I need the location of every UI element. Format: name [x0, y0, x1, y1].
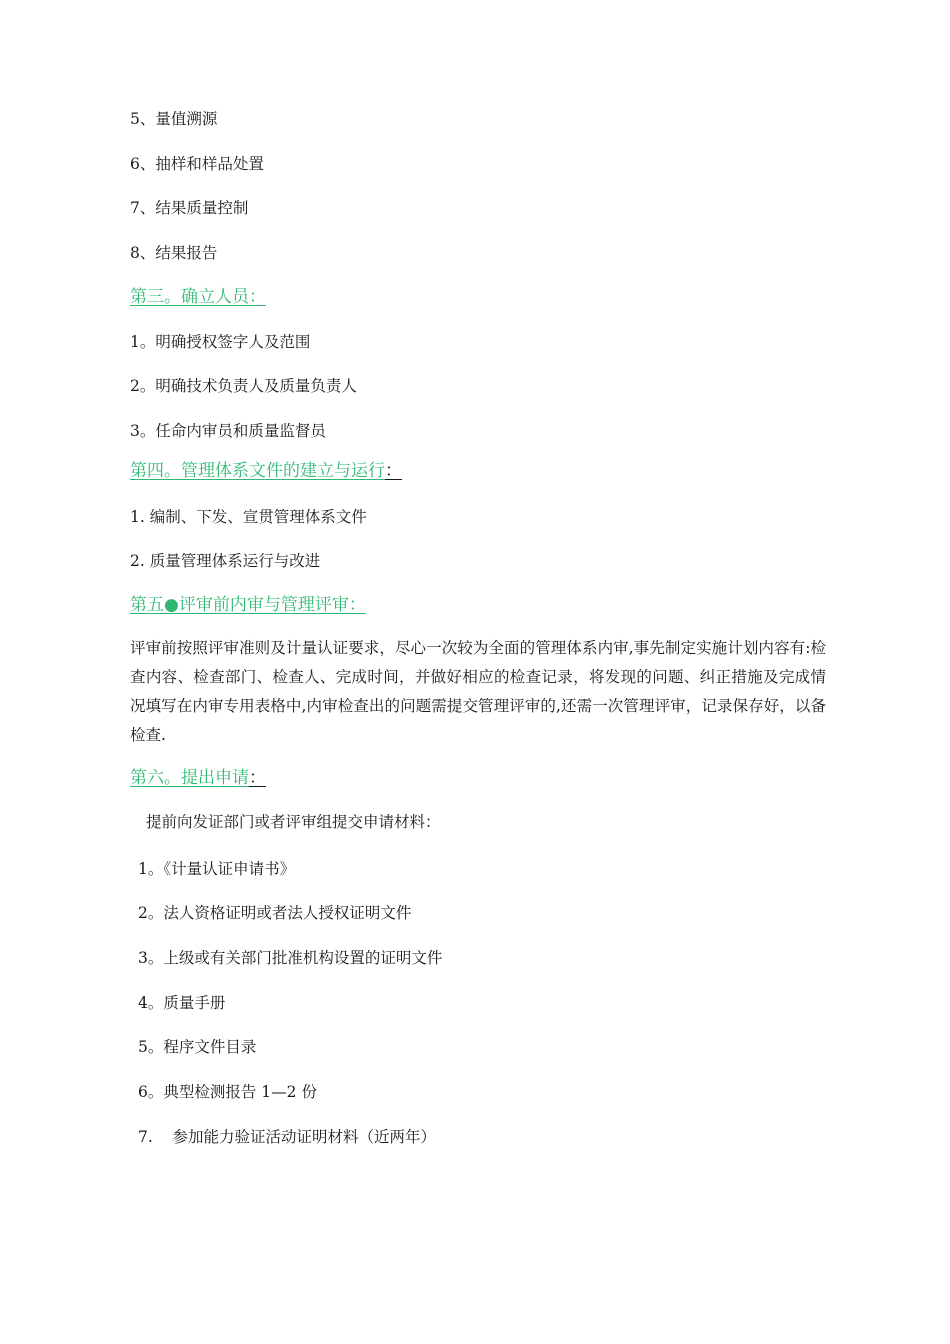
list-item: 5、量值溯源 [130, 110, 218, 128]
section-heading-5 [130, 594, 366, 616]
section-heading-text: 第五●评审前内审与管理评审 [130, 595, 349, 615]
list-item: 7. 参加能力验证活动证明材料（近两年） [138, 1128, 436, 1146]
list-item: 1. 编制、下发、宣贯管理体系文件 [130, 508, 367, 526]
section-heading-3 [130, 286, 266, 308]
list-item: 4。质量手册 [138, 994, 226, 1012]
list-item: 3。上级或有关部门批准机构设置的证明文件 [138, 949, 443, 967]
section-heading-colon: ： [249, 287, 266, 307]
list-item: 6、抽样和样品处置 [130, 155, 264, 173]
section-heading-6 [130, 767, 266, 789]
section-heading-colon: ： [249, 768, 266, 788]
list-item: 3。任命内审员和质量监督员 [130, 422, 326, 440]
list-item: 2. 质量管理体系运行与改进 [130, 552, 321, 570]
section-heading-text: 第三。确立人员 [130, 287, 249, 307]
intro-text: 提前向发证部门或者评审组提交申请材料： [146, 813, 441, 831]
section-heading-colon: ： [348, 595, 366, 615]
list-item: 6。典型检测报告 1—2 份 [138, 1083, 317, 1101]
list-item: 2。明确技术负责人及质量负责人 [130, 377, 357, 395]
list-item: 1。《计量认证申请书》 [138, 860, 296, 878]
section-heading-text: 第四。管理体系文件的建立与运行 [130, 461, 385, 481]
list-item: 8、结果报告 [130, 244, 218, 262]
list-item: 1。明确授权签字人及范围 [130, 333, 311, 351]
section-heading-colon: ： [385, 461, 402, 481]
list-item: 5。程序文件目录 [138, 1038, 257, 1056]
body-paragraph: 评审前按照评审准则及计量认证要求，尽心一次较为全面的管理体系内审,事先制定实施计划内容有:检查内容、检查部门、检查人、完成时间，并做好相应的检查记录，将发现的问题、纠正措施及完成情况填写在内审专用表格中,内审检查出的问题需提交管理评审的,还需一次管理评审，记录保存好，以备检查. [130, 639, 826, 744]
section-heading-4 [130, 460, 402, 482]
list-item: 7、结果质量控制 [130, 199, 249, 217]
section-heading-text: 第六。提出申请 [130, 768, 249, 788]
list-item: 2。法人资格证明或者法人授权证明文件 [138, 904, 412, 922]
